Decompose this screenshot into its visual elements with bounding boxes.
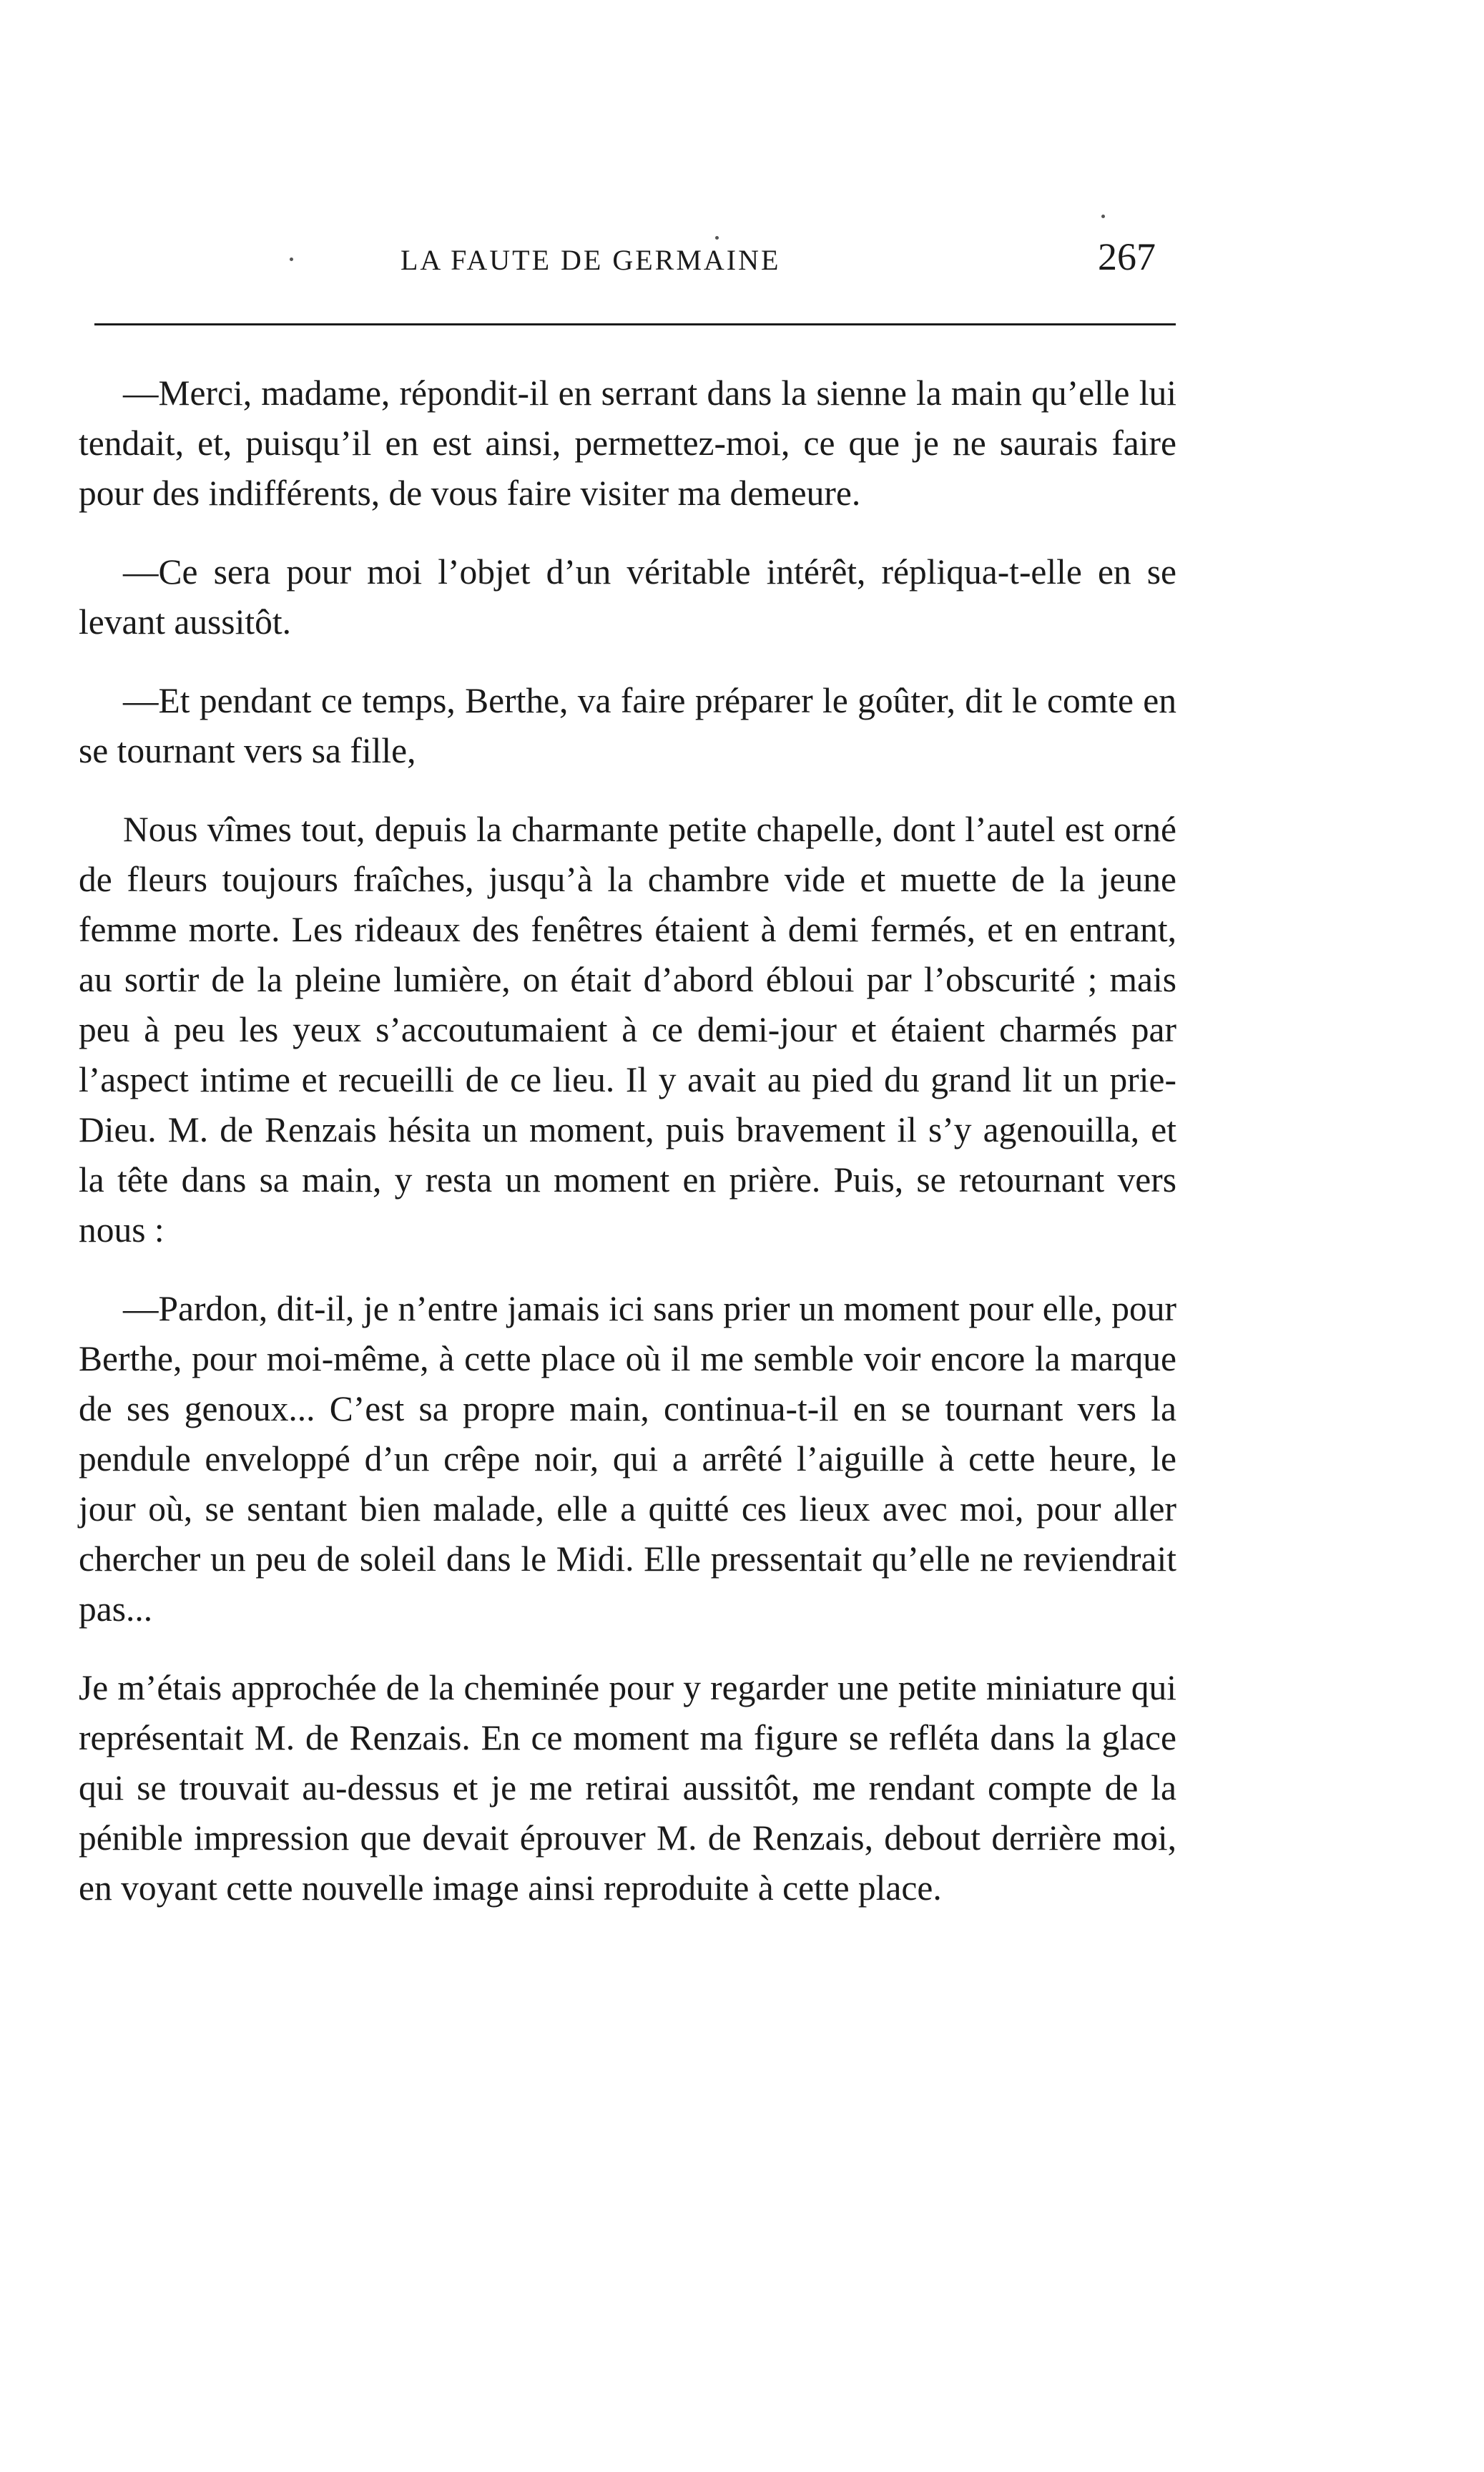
paragraph: —Et pendant ce temps, Berthe, va faire préparer le goûter, dit le comte en se tournant vers sa fille, [79,681,1176,770]
paragraph: —Merci, madame, répondit-il en serrant dans la sienne la main qu’elle lui tendait, et, puisqu’il en est ainsi, permettez-moi, ce que je ne saurais faire pour des indifférents, de vous faire visiter ma demeure. [79,373,1176,513]
paragraph: Nous vîmes tout, depuis la charmante petite chapelle, dont l’autel est orné de fleurs toujours fraîches, jusqu’à la chambre vide et muette de la jeune femme morte. Les rideaux des fenêtres étaient à demi fermés, et en entrant, au sortir de la pleine lumière, on était d’abord ébloui par l’obscurité ; mais peu à peu les yeux s’accoutumaient à ce demi-jour et étaient charmés par l’aspect intime et recueilli de ce lieu. Il y avait au pied du grand lit un prie-Dieu. M. de Renzais hésita un moment, puis bravement il s’y agenouilla, et la tête dans sa main, y resta un moment en prière. Puis, se retournant vers nous : [79,810,1176,1250]
print-speck [715,236,719,240]
paragraph: —Pardon, dit-il, je n’entre jamais ici sans prier un moment pour elle, pour Berthe, pour moi-même, à cette place où il me semble voir encore la marque de ses genoux... C’est sa propre main, continua-t-il en se tournant vers la pendule enveloppé d’un crêpe noir, qui a arrêté l’aiguille à cette heure, le jour où, se sentant bien malade, elle a quitté ces lieux avec moi, pour aller chercher un peu de soleil dans le Midi. Elle pressentait qu’elle ne reviendrait pas... [79,1289,1176,1629]
paragraph: Je m’étais approchée de la cheminée pour y regarder une petite miniature qui représentait M. de Renzais. En ce moment ma figure se refléta dans la glace qui se trouvait au-dessus et je me retirai aussitôt, me rendant compte de la pénible impression que devait éprouver M. de Renzais, debout derrière moi, en voyant cette nouvelle image ainsi reproduite à cette place. [79,1668,1176,1908]
page-number: 267 [1098,235,1156,278]
paragraph: —Ce sera pour moi l’objet d’un véritable intérêt, répliqua-t-elle en se levant aussitôt. [79,552,1176,642]
header-rule [94,323,1176,325]
print-speck [1101,215,1105,218]
print-speck [290,258,293,261]
body-text [79,368,1176,1913]
running-title: LA FAUTE DE GERMAINE [401,244,781,276]
